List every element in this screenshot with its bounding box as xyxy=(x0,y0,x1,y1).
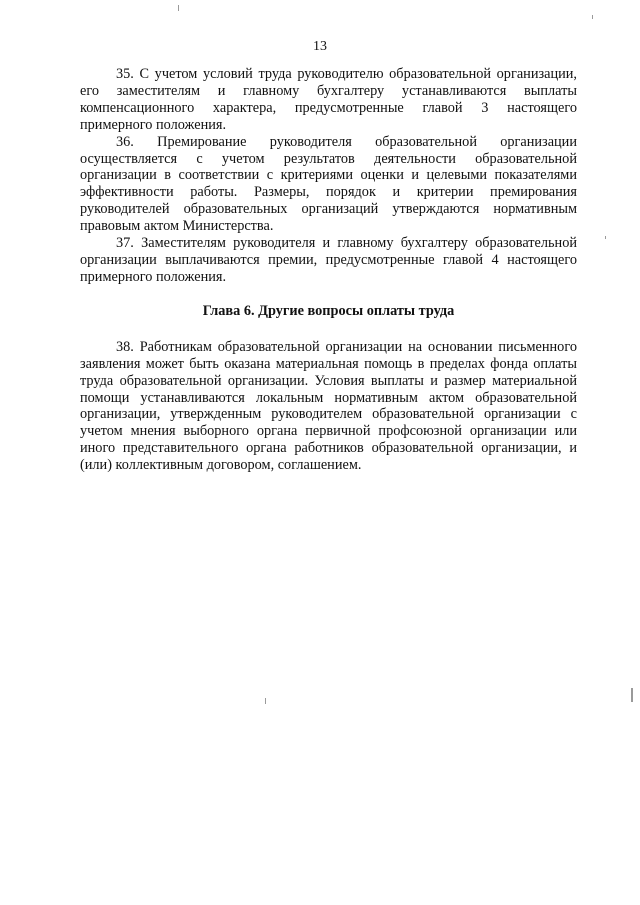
paragraph-37: 37. Заместителям руководителя и главному бухгалтеру образовательной организации выплачиваются премии, предусмотренные главой 4 настоящего примерного положения. xyxy=(80,235,577,285)
scan-speck xyxy=(178,5,179,11)
scan-speck xyxy=(631,688,633,702)
document-body xyxy=(80,66,577,474)
paragraph-38: 38. Работникам образовательной организации на основании письменного заявления может быть оказана материальная помощь в пределах фонда оплаты труда образовательной организации. Условия выплаты и размер материальной помощи устанавливаются локальным нормативным актом образовательной организации, утвержденным руководителем образовательной организации с учетом мнения выборного органа первичной профсоюзной организации или иного представительного органа работников образовательной организации, и (или) коллективным договором, соглашением. xyxy=(80,338,577,474)
paragraph-35: 35. С учетом условий труда руководителю образовательной организации, его заместителям и главному бухгалтеру устанавливаются выплаты компенсационного характера, предусмотренные главой 3 настоящего примерного положения. xyxy=(80,66,577,133)
scan-speck xyxy=(605,236,606,239)
scan-speck xyxy=(592,15,593,19)
chapter-heading: Глава 6. Другие вопросы оплаты труда xyxy=(202,302,455,319)
scan-speck xyxy=(265,698,266,704)
paragraph-36: 36. Премирование руководителя образовательной организации осуществляется с учетом результатов деятельности образовательной организации в соответствии с критериями оценки и целевыми показателями эффективности работы. Размеры, порядок и критерии премирования руководителей образовательных организаций утверждаются нормативным правовым актом Министерства. xyxy=(80,133,577,235)
page-number: 13 xyxy=(313,39,327,54)
